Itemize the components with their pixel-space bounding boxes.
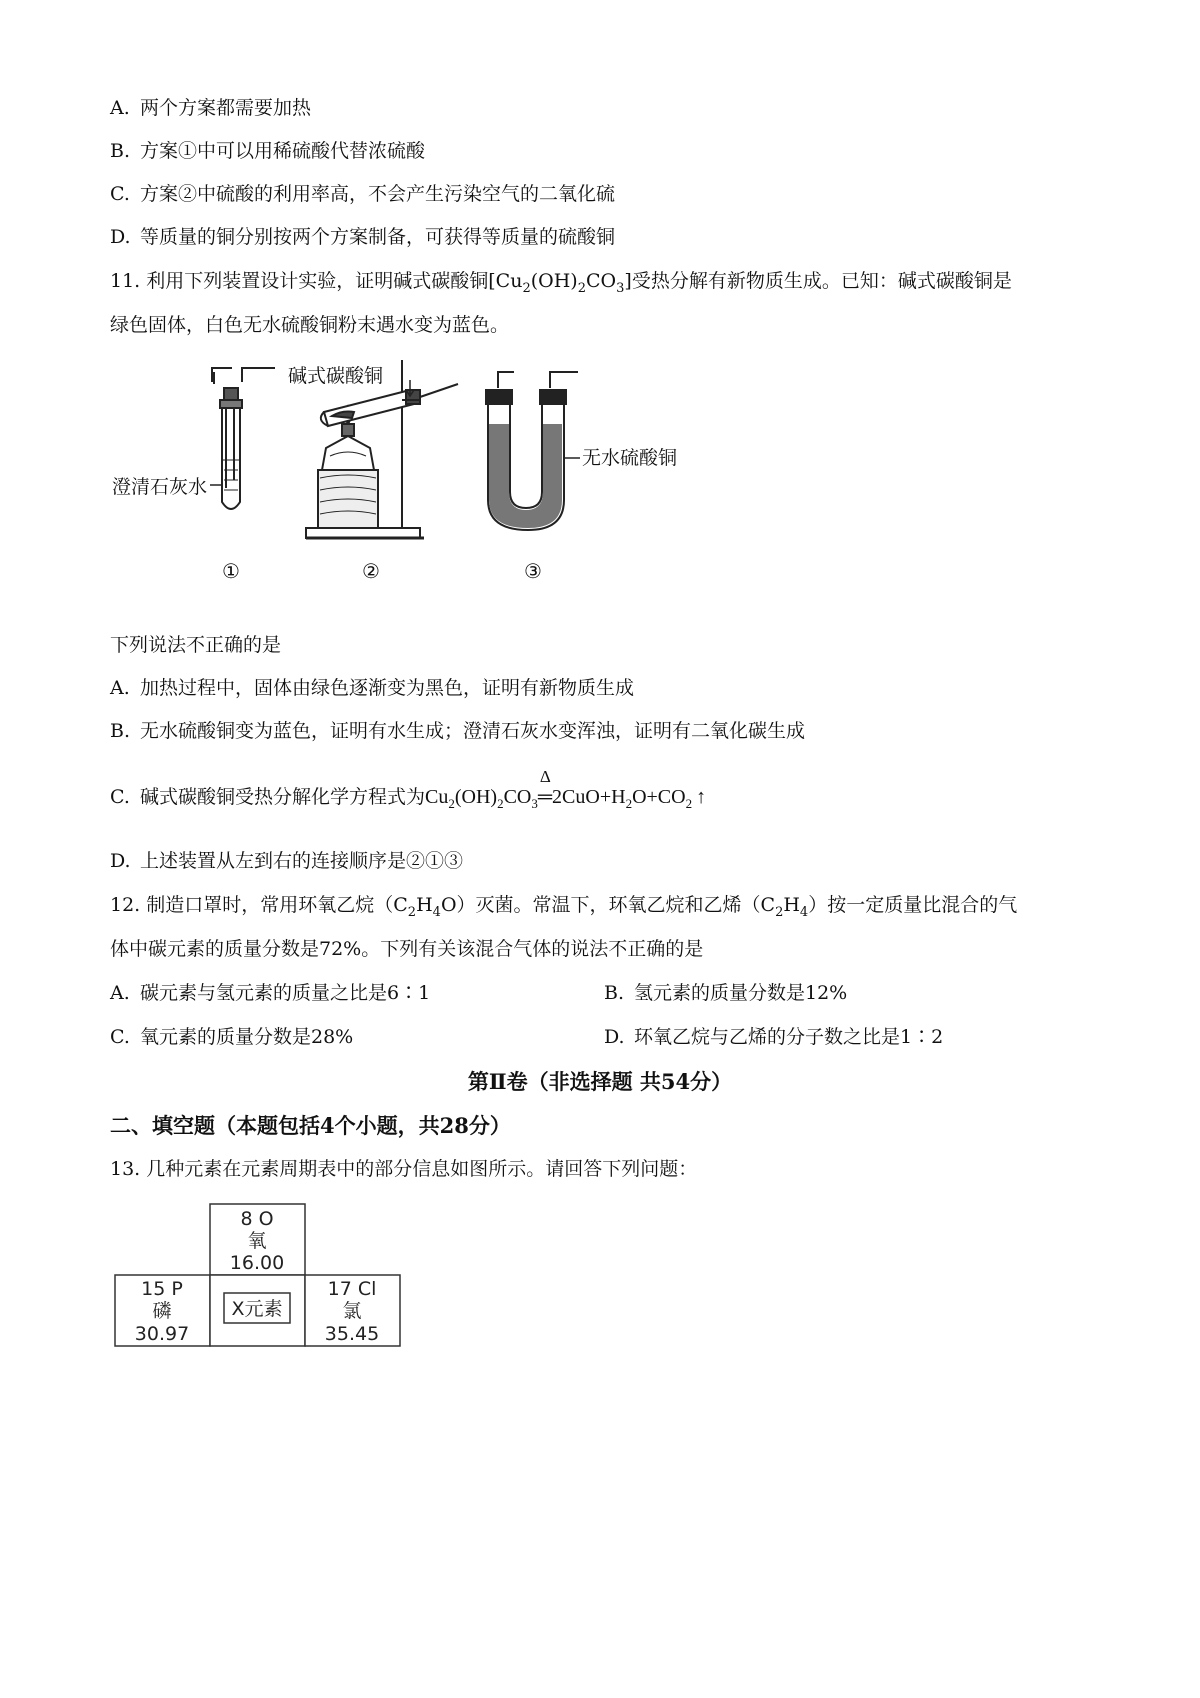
apparatus-figure [110, 360, 760, 630]
subscript: 2 [448, 796, 455, 811]
equals-sign: ═ [537, 786, 553, 808]
q12-stem-e: ）按一定质量比混合的气 [808, 894, 1018, 916]
option-text: 方案②中硫酸的利用率高，不会产生污染空气的二氧化硫 [140, 183, 616, 205]
eq-part: (OH) [454, 786, 498, 808]
option-letter: D. [110, 850, 131, 872]
option-text: 氢元素的质量分数是12% [634, 982, 848, 1004]
subscript: 2 [407, 904, 417, 920]
option-text: 加热过程中，固体由绿色逐渐变为黑色，证明有新物质生成 [140, 677, 635, 699]
option-letter: C. [110, 183, 130, 205]
q11-stem-line1 [110, 268, 1012, 302]
option-text: 无水硫酸铜变为蓝色，证明有水生成；澄清石灰水变浑浊，证明有二氧化碳生成 [140, 720, 806, 742]
option-letter: D. [604, 1026, 625, 1048]
u-tube-apparatus [486, 372, 580, 530]
q11-question: 下列说法不正确的是 [110, 634, 282, 656]
q12-stem-c: O）灭菌。常温下，环氧乙烷和乙烯（C [440, 894, 776, 916]
limewater-test-tube [210, 368, 275, 509]
subscript: 3 [616, 280, 625, 296]
q12-stem-b: H [416, 894, 433, 916]
delta-symbol: Δ [539, 767, 551, 786]
q10-option-b [110, 138, 425, 164]
option-text: 等质量的铜分别按两个方案制备，可获得等质量的硫酸铜 [140, 226, 616, 248]
option-text: 碱式碳酸铜受热分解化学方程式为 [140, 786, 426, 808]
eq-part: 2CuO+H [552, 786, 626, 808]
cell-o-mass: 16.00 [229, 1252, 285, 1274]
eq-part: Cu [425, 786, 449, 808]
subscript: 2 [775, 904, 784, 920]
q10-option-c [110, 181, 615, 207]
subscript: 2 [577, 280, 587, 296]
option-letter: A. [110, 982, 130, 1004]
cell-cl-mass: 35.45 [324, 1323, 380, 1345]
option-letter: A. [110, 97, 130, 119]
subscript: 4 [799, 904, 809, 920]
part2-title: 第Ⅱ卷（非选择题 共54分） [467, 1069, 733, 1094]
cell-p-number-symbol: 15 P [141, 1278, 183, 1300]
q11-stem-line2: 绿色固体，白色无水硫酸铜粉末遇水变为蓝色。 [110, 314, 510, 336]
q12-option-c [110, 1024, 353, 1050]
option-letter: B. [110, 140, 131, 162]
subscript: 4 [432, 904, 441, 920]
option-letter: C. [110, 1026, 130, 1048]
label-basic-copper-carbonate: 碱式碳酸铜 [288, 365, 384, 387]
q12-option-a [110, 980, 430, 1006]
label-limewater: 澄清石灰水 [112, 476, 208, 498]
q11-option-c [110, 767, 707, 817]
option-text: 氧元素的质量分数是28% [140, 1026, 354, 1048]
option-letter: D. [110, 226, 131, 248]
option-text: 碳元素与氢元素的质量之比是6∶1 [140, 982, 431, 1004]
option-text: 方案①中可以用稀硫酸代替浓硫酸 [140, 140, 426, 162]
option-text: 环氧乙烷与乙烯的分子数之比是1∶2 [634, 1026, 944, 1048]
q12-stem-d: H [783, 894, 800, 916]
q11-stem-c: CO [586, 270, 617, 292]
q12-stem-line2: 体中碳元素的质量分数是72%。下列有关该混合气体的说法不正确的是 [110, 938, 704, 960]
subscript: 2 [497, 796, 504, 811]
q11-number: 11. [110, 270, 141, 292]
q12-option-b [604, 980, 847, 1006]
subscript: 2 [625, 796, 633, 811]
q10-option-a [110, 95, 311, 121]
cell-o-number-symbol: 8 O [240, 1208, 274, 1230]
apparatus-number-2: ② [362, 559, 380, 583]
option-letter: C. [110, 786, 130, 808]
apparatus-number-1: ① [222, 559, 240, 583]
cell-p-name: 磷 [152, 1300, 172, 1322]
option-letter: A. [110, 677, 130, 699]
q10-option-d [110, 224, 615, 250]
subscript: 2 [685, 796, 693, 811]
q12-option-d [604, 1024, 943, 1050]
option-letter: B. [110, 720, 131, 742]
cell-o-name: 氧 [247, 1230, 267, 1252]
apparatus-number-3: ③ [524, 559, 542, 583]
q13-stem: 13. 几种元素在元素周期表中的部分信息如图所示。请回答下列问题： [110, 1158, 698, 1180]
q12-stem-a: 12. 制造口罩时，常用环氧乙烷（C [110, 894, 408, 916]
option-text: 上述装置从左到右的连接顺序是②①③ [140, 850, 464, 872]
option-letter: B. [604, 982, 625, 1004]
q11-stem-d: ]受热分解有新物质生成。已知：碱式碳酸铜是 [624, 270, 1012, 292]
cell-p-mass: 30.97 [134, 1323, 190, 1345]
chemical-equation [425, 767, 707, 811]
cell-cl-name: 氯 [342, 1300, 362, 1322]
q11-option-b [110, 718, 805, 744]
q11-option-d [110, 848, 463, 874]
q11-option-a [110, 675, 634, 701]
eq-part: CO [503, 786, 532, 808]
heating-equals [537, 767, 553, 810]
cell-cl-number-symbol: 17 Cl [327, 1278, 377, 1300]
section2-title: 二、填空题（本题包括4个小题，共28分） [110, 1113, 511, 1138]
eq-part: O+CO [632, 786, 686, 808]
q11-stem-b: (OH) [530, 270, 578, 292]
subscript: 2 [522, 280, 531, 296]
q11-stem-a: 利用下列装置设计实验，证明碱式碳酸铜[Cu [146, 270, 523, 292]
periodic-table-fragment [114, 1203, 414, 1353]
q12-stem-line1 [110, 892, 1017, 926]
subscript: 3 [531, 796, 538, 811]
option-text: 两个方案都需要加热 [140, 97, 312, 119]
cell-x-label: X元素 [231, 1298, 283, 1320]
gas-arrow: ↑ [696, 786, 707, 808]
label-anhydrous-copper-sulfate: 无水硫酸铜 [582, 447, 678, 469]
